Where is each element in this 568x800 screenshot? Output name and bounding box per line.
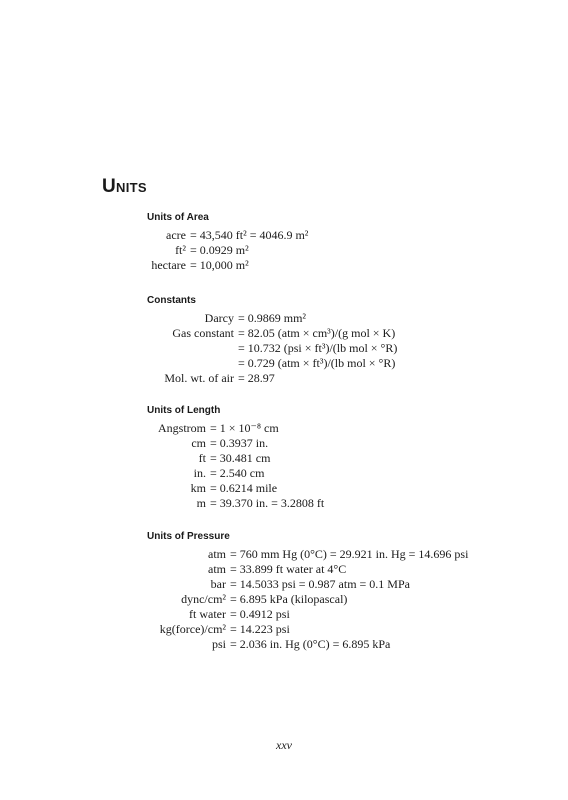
equation-lhs: in.: [193, 466, 206, 480]
equation-row: [147, 562, 468, 577]
equation-lhs: ft water: [189, 607, 226, 621]
equation-rhs: = 33.899 ft water at 4°C: [230, 562, 347, 576]
equation-row: [147, 451, 324, 466]
equation-row: [147, 228, 308, 243]
equation-row: [147, 258, 308, 273]
page-number: xxv: [276, 738, 292, 752]
section-heading: Units of Area: [147, 212, 209, 223]
section-units-of-area: [147, 212, 308, 273]
equation-rhs: = 43,540 ft² = 4046.9 m²: [190, 228, 309, 242]
equation-rhs: = 1 × 10⁻⁸ cm: [210, 421, 279, 435]
equation-rhs: = 10.732 (psi × ft³)/(lb mol × °R): [238, 341, 398, 355]
equation-lhs: hectare: [151, 258, 186, 272]
equation-rhs: = 6.895 kPa (kilopascal): [230, 592, 348, 606]
equation-row: [147, 637, 468, 652]
equation-row: [147, 547, 468, 562]
equation-rhs: = 0.6214 mile: [210, 481, 278, 495]
equation-row: [147, 421, 324, 436]
equation-row: [147, 622, 468, 637]
equation-lhs: dync/cm²: [181, 592, 226, 606]
equation-lhs: Mol. wt. of air: [164, 371, 234, 385]
equation-rhs: = 30.481 cm: [210, 451, 271, 465]
section-heading: Units of Pressure: [147, 531, 230, 542]
equation-lhs: m: [196, 496, 206, 510]
equation-rhs: = 2.540 cm: [210, 466, 265, 480]
equation-rhs: = 0.3937 in.: [210, 436, 269, 450]
equation-lhs: atm: [208, 562, 226, 576]
section-constants: [147, 295, 397, 386]
equation-lhs: bar: [210, 577, 226, 591]
section-units-of-length: [147, 405, 324, 511]
equation-rhs: = 82.05 (atm × cm³)/(g mol × K): [238, 326, 396, 340]
equation-lhs: acre: [166, 228, 186, 242]
equation-rhs: = 760 mm Hg (0°C) = 29.921 in. Hg = 14.696 psi: [230, 547, 469, 561]
equation-row: [147, 496, 324, 511]
equation-row: [147, 577, 468, 592]
equation-lhs: Gas constant: [172, 326, 234, 340]
equation-lhs: [147, 341, 238, 356]
equation-rhs: = 14.5033 psi = 0.987 atm = 0.1 MPa: [230, 577, 410, 591]
equation-row: [147, 466, 324, 481]
equation-lhs: atm: [208, 547, 226, 561]
equation-lhs: [147, 356, 238, 371]
equation-row: [147, 592, 468, 607]
equation-lhs: psi: [211, 637, 226, 651]
equation-row: [147, 341, 397, 356]
equation-row: [147, 356, 397, 371]
equation-row: [147, 326, 397, 341]
section-heading: Units of Length: [147, 405, 221, 416]
equation-row: [147, 243, 308, 258]
equation-rhs: = 28.97: [238, 371, 275, 385]
equation-lhs: km: [190, 481, 206, 495]
equation-row: [147, 371, 397, 386]
equation-row: [147, 481, 324, 496]
equation-rhs: = 10,000 m²: [190, 258, 249, 272]
page-title: Units: [102, 176, 147, 197]
equation-rhs: = 39.370 in. = 3.2808 ft: [210, 496, 325, 510]
equation-lhs: ft: [198, 451, 206, 465]
equation-lhs: cm: [191, 436, 206, 450]
section-heading: Constants: [147, 295, 196, 306]
equation-lhs: kg(force)/cm²: [159, 622, 226, 636]
equation-rhs: = 0.729 (atm × ft³)/(lb mol × °R): [238, 356, 396, 370]
section-units-of-pressure: [147, 531, 468, 652]
equation-rhs: = 0.9869 mm²: [238, 311, 307, 325]
equation-rhs: = 0.0929 m²: [190, 243, 249, 257]
equation-lhs: ft²: [175, 243, 186, 257]
equation-row: [147, 311, 397, 326]
equation-rhs: = 0.4912 psi: [230, 607, 290, 621]
equation-rhs: = 2.036 in. Hg (0°C) = 6.895 kPa: [230, 637, 391, 651]
equation-lhs: Angstrom: [158, 421, 206, 435]
equation-row: [147, 607, 468, 622]
equation-row: [147, 436, 324, 451]
equation-lhs: Darcy: [204, 311, 234, 325]
equation-rhs: = 14.223 psi: [230, 622, 290, 636]
